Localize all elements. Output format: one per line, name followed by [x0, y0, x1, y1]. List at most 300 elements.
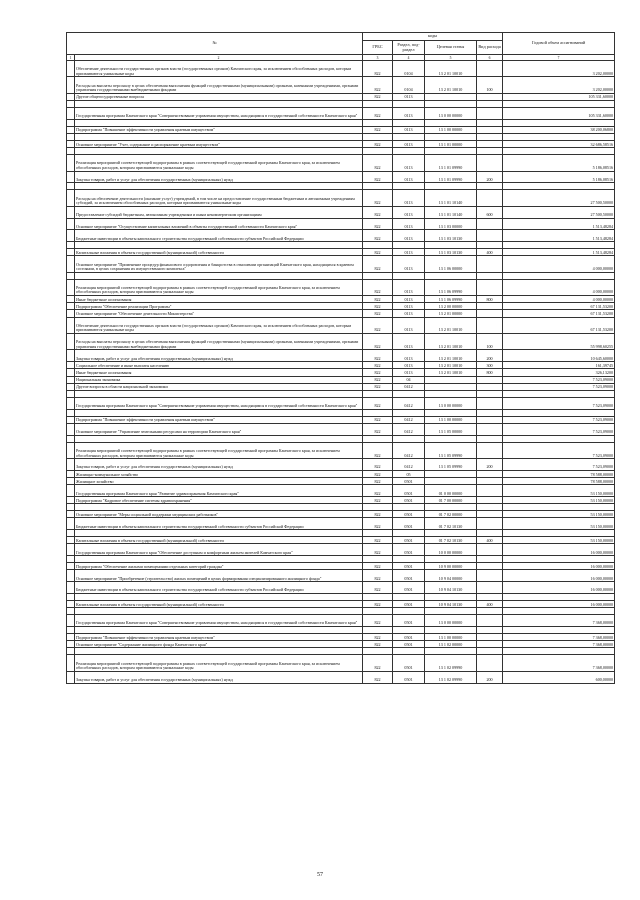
blank-cell	[75, 435, 363, 442]
row-sum-cell: 3 202,00000	[503, 77, 615, 93]
row-target-cell: 13 1 00 00000	[425, 126, 477, 133]
row-sum-cell: 7 523,09000	[503, 376, 615, 383]
blank-cell	[75, 504, 363, 511]
blank-cell	[363, 627, 393, 634]
row-grbs-cell: 822	[363, 77, 393, 93]
row-grbs-cell: 822	[363, 249, 393, 256]
row-name-cell: Основное мероприятие "Осуществление капитальных вложений в объекты государственной собственности Камчатского края"	[75, 218, 363, 230]
row-num-cell	[67, 334, 75, 350]
row-target-cell: 13 1 01 09990	[425, 171, 477, 183]
row-grbs-cell: 822	[363, 442, 393, 458]
row-section-cell: 0113	[393, 362, 425, 369]
row-vid-cell	[477, 497, 503, 504]
row-num-cell	[67, 544, 75, 556]
row-name-cell: Государственная программа Камчатского края "Развитие здравоохранения Камчатского края"	[75, 485, 363, 497]
header-codes: коды	[363, 33, 503, 41]
blank-cell	[75, 530, 363, 537]
table-row	[67, 190, 615, 206]
row-section-cell: 0113	[393, 279, 425, 295]
table-row	[67, 518, 615, 530]
table-row	[67, 655, 615, 671]
row-target-cell: 13 1 00 00000	[425, 416, 477, 423]
blank-cell	[477, 504, 503, 511]
row-vid-cell	[477, 442, 503, 458]
header-num: №	[67, 33, 363, 55]
row-vid-cell	[477, 634, 503, 641]
blank-cell	[393, 272, 425, 279]
row-grbs-cell: 822	[363, 671, 393, 683]
row-num-cell	[67, 93, 75, 100]
table-row	[67, 256, 615, 272]
row-num-cell	[67, 497, 75, 504]
row-sum-cell: 7 523,09000	[503, 423, 615, 435]
row-vid-cell	[477, 544, 503, 556]
row-target-cell: 13 2 01 10010	[425, 362, 477, 369]
row-num-cell	[67, 518, 75, 530]
row-vid-cell: 200	[477, 459, 503, 471]
row-target-cell: 13 1 03 10130	[425, 230, 477, 242]
row-vid-cell	[477, 279, 503, 295]
table-row	[67, 296, 615, 303]
row-vid-cell	[477, 416, 503, 423]
row-section-cell: 0113	[393, 350, 425, 362]
row-vid-cell	[477, 218, 503, 230]
table-row	[67, 148, 615, 155]
table-row	[67, 556, 615, 563]
row-target-cell: 13 2 01 10010	[425, 334, 477, 350]
row-num-cell	[67, 537, 75, 544]
table-row	[67, 350, 615, 362]
row-section-cell: 0501	[393, 655, 425, 671]
row-section-cell: 0412	[393, 459, 425, 471]
row-name-cell: Капитальные вложения в объекты государственной (муниципальной) собственности	[75, 537, 363, 544]
blank-cell	[503, 409, 615, 416]
blank-cell	[425, 272, 477, 279]
row-num-cell	[67, 369, 75, 376]
row-grbs-cell: 822	[363, 310, 393, 317]
row-name-cell: Реализация мероприятий соответствующей подпрограммы в рамках соответствующей государственной программы Камчатского края, за исключением обособленных расходов, которым присваиваются уникальные коды	[75, 279, 363, 295]
row-section-cell: 05	[393, 470, 425, 477]
row-name-cell: Социальное обеспечение и иные выплаты населению	[75, 362, 363, 369]
blank-cell	[477, 627, 503, 634]
row-section-cell: 0104	[393, 77, 425, 93]
row-grbs-cell: 822	[363, 362, 393, 369]
row-num-cell	[67, 570, 75, 582]
row-sum-cell: 27 500,50000	[503, 206, 615, 218]
row-target-cell: 01 0 00 00000	[425, 485, 477, 497]
row-grbs-cell: 822	[363, 470, 393, 477]
row-name-cell: Основное мероприятие "Применение процедур финансового оздоровления и банкротства в отношении организаций Камчатского края, находящихся в краевом состоянии, в целях сохранения их имущественного комплекса"	[75, 256, 363, 272]
row-section-cell: 0113	[393, 171, 425, 183]
row-target-cell: 10 9 04 10130	[425, 582, 477, 594]
row-section-cell: 0501	[393, 511, 425, 518]
table-row	[67, 570, 615, 582]
table-row	[67, 61, 615, 77]
row-num-cell	[67, 155, 75, 171]
blank-cell	[477, 119, 503, 126]
row-target-cell: 01 7 02 10130	[425, 518, 477, 530]
row-sum-cell: 5 186,08516	[503, 155, 615, 171]
blank-cell	[393, 100, 425, 107]
row-sum-cell: 4 000,00000	[503, 296, 615, 303]
row-target-cell: 10 9 04 10130	[425, 601, 477, 608]
row-target-cell: 13 1 02 00000	[425, 641, 477, 648]
table-row	[67, 249, 615, 256]
table-row	[67, 171, 615, 183]
blank-cell	[425, 100, 477, 107]
blank-cell	[477, 183, 503, 190]
row-grbs-cell: 822	[363, 397, 393, 409]
blank-cell	[393, 183, 425, 190]
table-row	[67, 530, 615, 537]
table-row	[67, 485, 615, 497]
blank-cell	[393, 435, 425, 442]
blank-cell	[363, 390, 393, 397]
row-name-cell: Основное мероприятие "Меры социальной поддержки медицинских работников"	[75, 511, 363, 518]
row-name-cell: Капитальные вложения в объекты государственной (муниципальной) собственности	[75, 249, 363, 256]
blank-cell	[75, 594, 363, 601]
blank-cell	[363, 530, 393, 537]
blank-cell	[363, 133, 393, 140]
row-target-cell: 13 2 00 00000	[425, 303, 477, 310]
blank-cell	[503, 556, 615, 563]
row-vid-cell: 200	[477, 671, 503, 683]
row-section-cell: 0113	[393, 190, 425, 206]
blank-cell	[363, 556, 393, 563]
row-name-cell: Реализация мероприятий соответствующей подпрограммы в рамках соответствующей государственной программы Камчатского края, за исключением обособленных расходов, которым присваиваются уникальные коды	[75, 442, 363, 458]
row-num-cell	[67, 459, 75, 471]
row-target-cell: 13 1 05 09990	[425, 459, 477, 471]
row-vid-cell: 800	[477, 296, 503, 303]
row-num-cell	[67, 671, 75, 683]
blank-cell	[503, 594, 615, 601]
row-sum-cell: 7 523,09000	[503, 416, 615, 423]
blank-cell	[477, 435, 503, 442]
blank-cell	[393, 530, 425, 537]
row-num-cell	[67, 641, 75, 648]
row-num-cell	[67, 655, 75, 671]
row-target-cell: 13 2 01 10010	[425, 350, 477, 362]
table-row	[67, 383, 615, 390]
row-grbs-cell: 822	[363, 155, 393, 171]
row-num-cell	[67, 126, 75, 133]
row-name-cell: Другие общегосударственные вопросы	[75, 93, 363, 100]
row-target-cell: 13 1 01 09990	[425, 155, 477, 171]
blank-cell	[393, 242, 425, 249]
row-grbs-cell: 822	[363, 93, 393, 100]
blank-cell	[67, 183, 75, 190]
row-target-cell: 10 0 00 00000	[425, 544, 477, 556]
blank-cell	[393, 627, 425, 634]
row-section-cell: 0501	[393, 570, 425, 582]
blank-cell	[425, 183, 477, 190]
row-sum-cell: 32 686,58516	[503, 140, 615, 147]
row-num-cell	[67, 416, 75, 423]
row-name-cell: Основное мероприятие "Приобретение (строительство) жилых помещений в целях формирования специализированного жилищного фонда"	[75, 570, 363, 582]
table-row	[67, 397, 615, 409]
table-row	[67, 544, 615, 556]
row-sum-cell: 7 523,09000	[503, 397, 615, 409]
blank-cell	[67, 530, 75, 537]
blank-cell	[503, 119, 615, 126]
blank-cell	[425, 530, 477, 537]
blank-cell	[363, 272, 393, 279]
blank-cell	[503, 435, 615, 442]
row-grbs-cell: 822	[363, 497, 393, 504]
blank-cell	[393, 148, 425, 155]
row-section-cell: 0501	[393, 563, 425, 570]
blank-cell	[503, 627, 615, 634]
blank-cell	[363, 242, 393, 249]
blank-cell	[425, 608, 477, 615]
table-row	[67, 362, 615, 369]
table-row	[67, 608, 615, 615]
table-row	[67, 442, 615, 458]
blank-cell	[75, 242, 363, 249]
row-vid-cell: 400	[477, 537, 503, 544]
blank-cell	[425, 390, 477, 397]
row-vid-cell	[477, 511, 503, 518]
row-grbs-cell: 822	[363, 655, 393, 671]
blank-cell	[393, 119, 425, 126]
table-row	[67, 470, 615, 477]
row-name-cell: Бюджетные инвестиции в объекты капитального строительства государственной собственности субъектов Российской Федерации	[75, 230, 363, 242]
row-sum-cell: 67 131,53200	[503, 303, 615, 310]
row-sum-cell: 53 150,00000	[503, 485, 615, 497]
table-row	[67, 93, 615, 100]
row-grbs-cell: 822	[363, 61, 393, 77]
blank-cell	[477, 594, 503, 601]
table-row	[67, 537, 615, 544]
row-name-cell: Обеспечение деятельности государственных органов власти (государственных органов) Камчатского края, за исключением обособленных расходов, которым присваиваются уникальные коды	[75, 317, 363, 333]
row-sum-cell: 78 588,00000	[503, 470, 615, 477]
row-section-cell: 0501	[393, 582, 425, 594]
table-row	[67, 272, 615, 279]
row-vid-cell	[477, 256, 503, 272]
blank-cell	[67, 148, 75, 155]
table-row	[67, 504, 615, 511]
blank-cell	[425, 409, 477, 416]
row-section-cell: 0501	[393, 478, 425, 485]
row-section-cell: 0113	[393, 230, 425, 242]
blank-cell	[477, 133, 503, 140]
row-name-cell: Жилищно-коммунальное хозяйство	[75, 470, 363, 477]
table-row	[67, 279, 615, 295]
blank-cell	[363, 100, 393, 107]
row-num-cell	[67, 563, 75, 570]
row-section-cell: 0113	[393, 140, 425, 147]
header-total: Годовой объем ассигнований	[503, 33, 615, 55]
row-target-cell: 13 1 01 10140	[425, 206, 477, 218]
row-name-cell: Реализация мероприятий соответствующей подпрограммы в рамках соответствующей государственной программы Камчатского края, за исключением обособленных расходов, которым присваиваются уникальные коды	[75, 655, 363, 671]
row-vid-cell: 400	[477, 249, 503, 256]
blank-cell	[75, 133, 363, 140]
table-row	[67, 582, 615, 594]
row-num-cell	[67, 171, 75, 183]
colnum-4: 4	[393, 55, 425, 61]
row-sum-cell: 1 513,48284	[503, 230, 615, 242]
row-sum-cell: 16 000,00000	[503, 544, 615, 556]
blank-cell	[503, 100, 615, 107]
row-name-cell: Бюджетные инвестиции в объекты капитального строительства государственной собственности субъектов Российской Федерации	[75, 582, 363, 594]
row-vid-cell	[477, 470, 503, 477]
row-grbs-cell: 822	[363, 511, 393, 518]
table-row	[67, 376, 615, 383]
row-vid-cell: 200	[477, 350, 503, 362]
row-num-cell	[67, 376, 75, 383]
blank-cell	[425, 504, 477, 511]
row-num-cell	[67, 77, 75, 93]
row-sum-cell: 7 368,00000	[503, 641, 615, 648]
row-num-cell	[67, 303, 75, 310]
blank-cell	[477, 409, 503, 416]
blank-cell	[67, 119, 75, 126]
row-section-cell: 0501	[393, 641, 425, 648]
table-row	[67, 416, 615, 423]
page-number: 57	[317, 872, 323, 878]
blank-cell	[477, 148, 503, 155]
row-sum-cell: 1 513,48284	[503, 249, 615, 256]
blank-cell	[503, 183, 615, 190]
row-sum-cell: 53 150,00000	[503, 518, 615, 530]
row-grbs-cell: 822	[363, 376, 393, 383]
row-target-cell: 13 1 05 00000	[425, 423, 477, 435]
row-name-cell: Обеспечение деятельности государственных органов власти (государственных органов) Камчатского края, за исключением обособленных расходов, которым присваиваются уникальные коды	[75, 61, 363, 77]
row-grbs-cell: 822	[363, 317, 393, 333]
blank-cell	[425, 627, 477, 634]
row-sum-cell: 38 200,06800	[503, 126, 615, 133]
row-sum-cell: 10 645,60000	[503, 350, 615, 362]
row-sum-cell: 105 331,60000	[503, 93, 615, 100]
row-sum-cell: 3 202,00000	[503, 61, 615, 77]
table-row	[67, 107, 615, 119]
row-vid-cell: 200	[477, 171, 503, 183]
row-name-cell: Капитальные вложения в объекты государственной (муниципальной) собственности	[75, 601, 363, 608]
row-name-cell: Расходы на выплаты персоналу в целях обеспечения выполнения функций государственными (муниципальными) органами, казенными учреждениями, органами управления государственными внебюджетными фондами	[75, 334, 363, 350]
blank-cell	[363, 409, 393, 416]
table-row	[67, 230, 615, 242]
row-section-cell: 0113	[393, 369, 425, 376]
row-sum-cell: 4 000,00000	[503, 279, 615, 295]
row-grbs-cell: 822	[363, 570, 393, 582]
blank-cell	[363, 608, 393, 615]
row-num-cell	[67, 61, 75, 77]
row-vid-cell: 300	[477, 362, 503, 369]
row-vid-cell	[477, 570, 503, 582]
row-target-cell: 13 2 01 10010	[425, 61, 477, 77]
blank-cell	[477, 100, 503, 107]
row-target-cell: 13 1 02 09990	[425, 655, 477, 671]
row-sum-cell: 27 500,50000	[503, 190, 615, 206]
blank-cell	[393, 648, 425, 655]
blank-cell	[75, 100, 363, 107]
header-grbs: ГРБС	[363, 41, 393, 55]
table-row	[67, 435, 615, 442]
row-grbs-cell: 822	[363, 350, 393, 362]
row-name-cell: Подпрограмма "Повышение эффективности управления краевым имуществом"	[75, 126, 363, 133]
blank-cell	[503, 133, 615, 140]
row-num-cell	[67, 230, 75, 242]
row-num-cell	[67, 140, 75, 147]
table-row	[67, 77, 615, 93]
row-sum-cell: 53 150,00000	[503, 511, 615, 518]
row-section-cell: 0501	[393, 497, 425, 504]
row-num-cell	[67, 107, 75, 119]
blank-cell	[503, 242, 615, 249]
row-grbs-cell: 822	[363, 634, 393, 641]
colnum-6: 6	[477, 55, 503, 61]
row-grbs-cell: 822	[363, 641, 393, 648]
row-section-cell: 0113	[393, 310, 425, 317]
row-grbs-cell: 822	[363, 601, 393, 608]
row-vid-cell	[477, 641, 503, 648]
row-vid-cell	[477, 478, 503, 485]
row-sum-cell: 16 000,00000	[503, 582, 615, 594]
row-target-cell: 13 2 01 10010	[425, 317, 477, 333]
row-target-cell: 13 1 06 09990	[425, 296, 477, 303]
row-num-cell	[67, 310, 75, 317]
table-row	[67, 459, 615, 471]
blank-cell	[67, 608, 75, 615]
row-section-cell: 0501	[393, 544, 425, 556]
row-target-cell: 13 1 02 09990	[425, 671, 477, 683]
row-grbs-cell: 822	[363, 140, 393, 147]
blank-cell	[67, 627, 75, 634]
colnum-7: 7	[503, 55, 615, 61]
row-grbs-cell: 822	[363, 256, 393, 272]
blank-cell	[67, 272, 75, 279]
row-name-cell: Подпрограмма "Обеспечение жилыми помещениями отдельных категорий граждан"	[75, 563, 363, 570]
table-row	[67, 409, 615, 416]
row-vid-cell	[477, 317, 503, 333]
table-row	[67, 140, 615, 147]
row-target-cell: 13 0 00 00000	[425, 107, 477, 119]
row-section-cell: 0113	[393, 256, 425, 272]
row-name-cell: Расходы на выплаты персоналу в целях обеспечения выполнения функций государственными (муниципальными) органами, казенными учреждениями, органами управления государственными внебюджетными фондами	[75, 77, 363, 93]
row-section-cell: 0113	[393, 296, 425, 303]
row-grbs-cell: 822	[363, 459, 393, 471]
row-section-cell: 0113	[393, 218, 425, 230]
row-vid-cell: 100	[477, 77, 503, 93]
row-vid-cell	[477, 61, 503, 77]
table-row	[67, 206, 615, 218]
row-grbs-cell: 822	[363, 230, 393, 242]
blank-cell	[363, 183, 393, 190]
row-grbs-cell: 822	[363, 190, 393, 206]
row-num-cell	[67, 442, 75, 458]
colnum-1: 1	[67, 55, 75, 61]
row-section-cell: 0412	[393, 423, 425, 435]
row-sum-cell: 105 331,60000	[503, 107, 615, 119]
row-num-cell	[67, 582, 75, 594]
blank-cell	[425, 594, 477, 601]
row-target-cell: 01 7 02 10130	[425, 537, 477, 544]
blank-cell	[363, 648, 393, 655]
table-row	[67, 594, 615, 601]
row-grbs-cell: 822	[363, 334, 393, 350]
row-name-cell: Жилищное хозяйство	[75, 478, 363, 485]
row-grbs-cell: 822	[363, 218, 393, 230]
row-name-cell: Государственная программа Камчатского края "Совершенствование управления имуществом, находящимся в государственной собственности Камчатского края"	[75, 107, 363, 119]
colnum-2: 2	[75, 55, 363, 61]
blank-cell	[67, 100, 75, 107]
row-target-cell: 13 0 00 00000	[425, 615, 477, 627]
row-num-cell	[67, 470, 75, 477]
blank-cell	[363, 594, 393, 601]
row-section-cell: 0501	[393, 671, 425, 683]
blank-cell	[425, 119, 477, 126]
row-grbs-cell: 822	[363, 615, 393, 627]
